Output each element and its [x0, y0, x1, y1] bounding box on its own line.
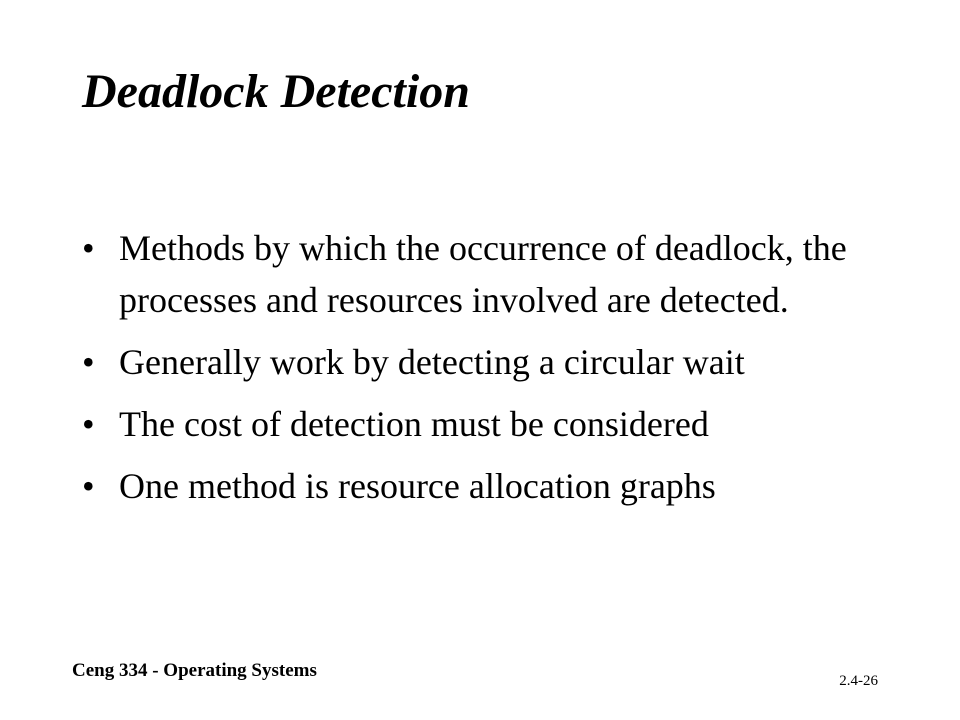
bullet-text: Methods by which the occurrence of deadlock, the processes and resources involved are detected. — [119, 228, 847, 320]
bullet-dot-icon: • — [82, 228, 95, 268]
bullet-text: The cost of detection must be considered — [119, 404, 709, 444]
bullet-item — [82, 460, 882, 512]
bullet-text: Generally work by detecting a circular wait — [119, 342, 745, 382]
bullet-dot-icon: • — [82, 404, 95, 444]
bullet-text: One method is resource allocation graphs — [119, 466, 716, 506]
bullet-item — [82, 336, 882, 388]
slide-title: Deadlock Detection — [82, 65, 470, 118]
bullet-list — [82, 222, 882, 522]
bullet-item — [82, 222, 882, 326]
bullet-item — [82, 398, 882, 450]
slide-number: 2.4-26 — [839, 673, 878, 689]
footer-course-title: Ceng 334 - Operating Systems — [72, 660, 317, 681]
bullet-dot-icon: • — [82, 342, 95, 382]
bullet-dot-icon: • — [82, 466, 95, 506]
